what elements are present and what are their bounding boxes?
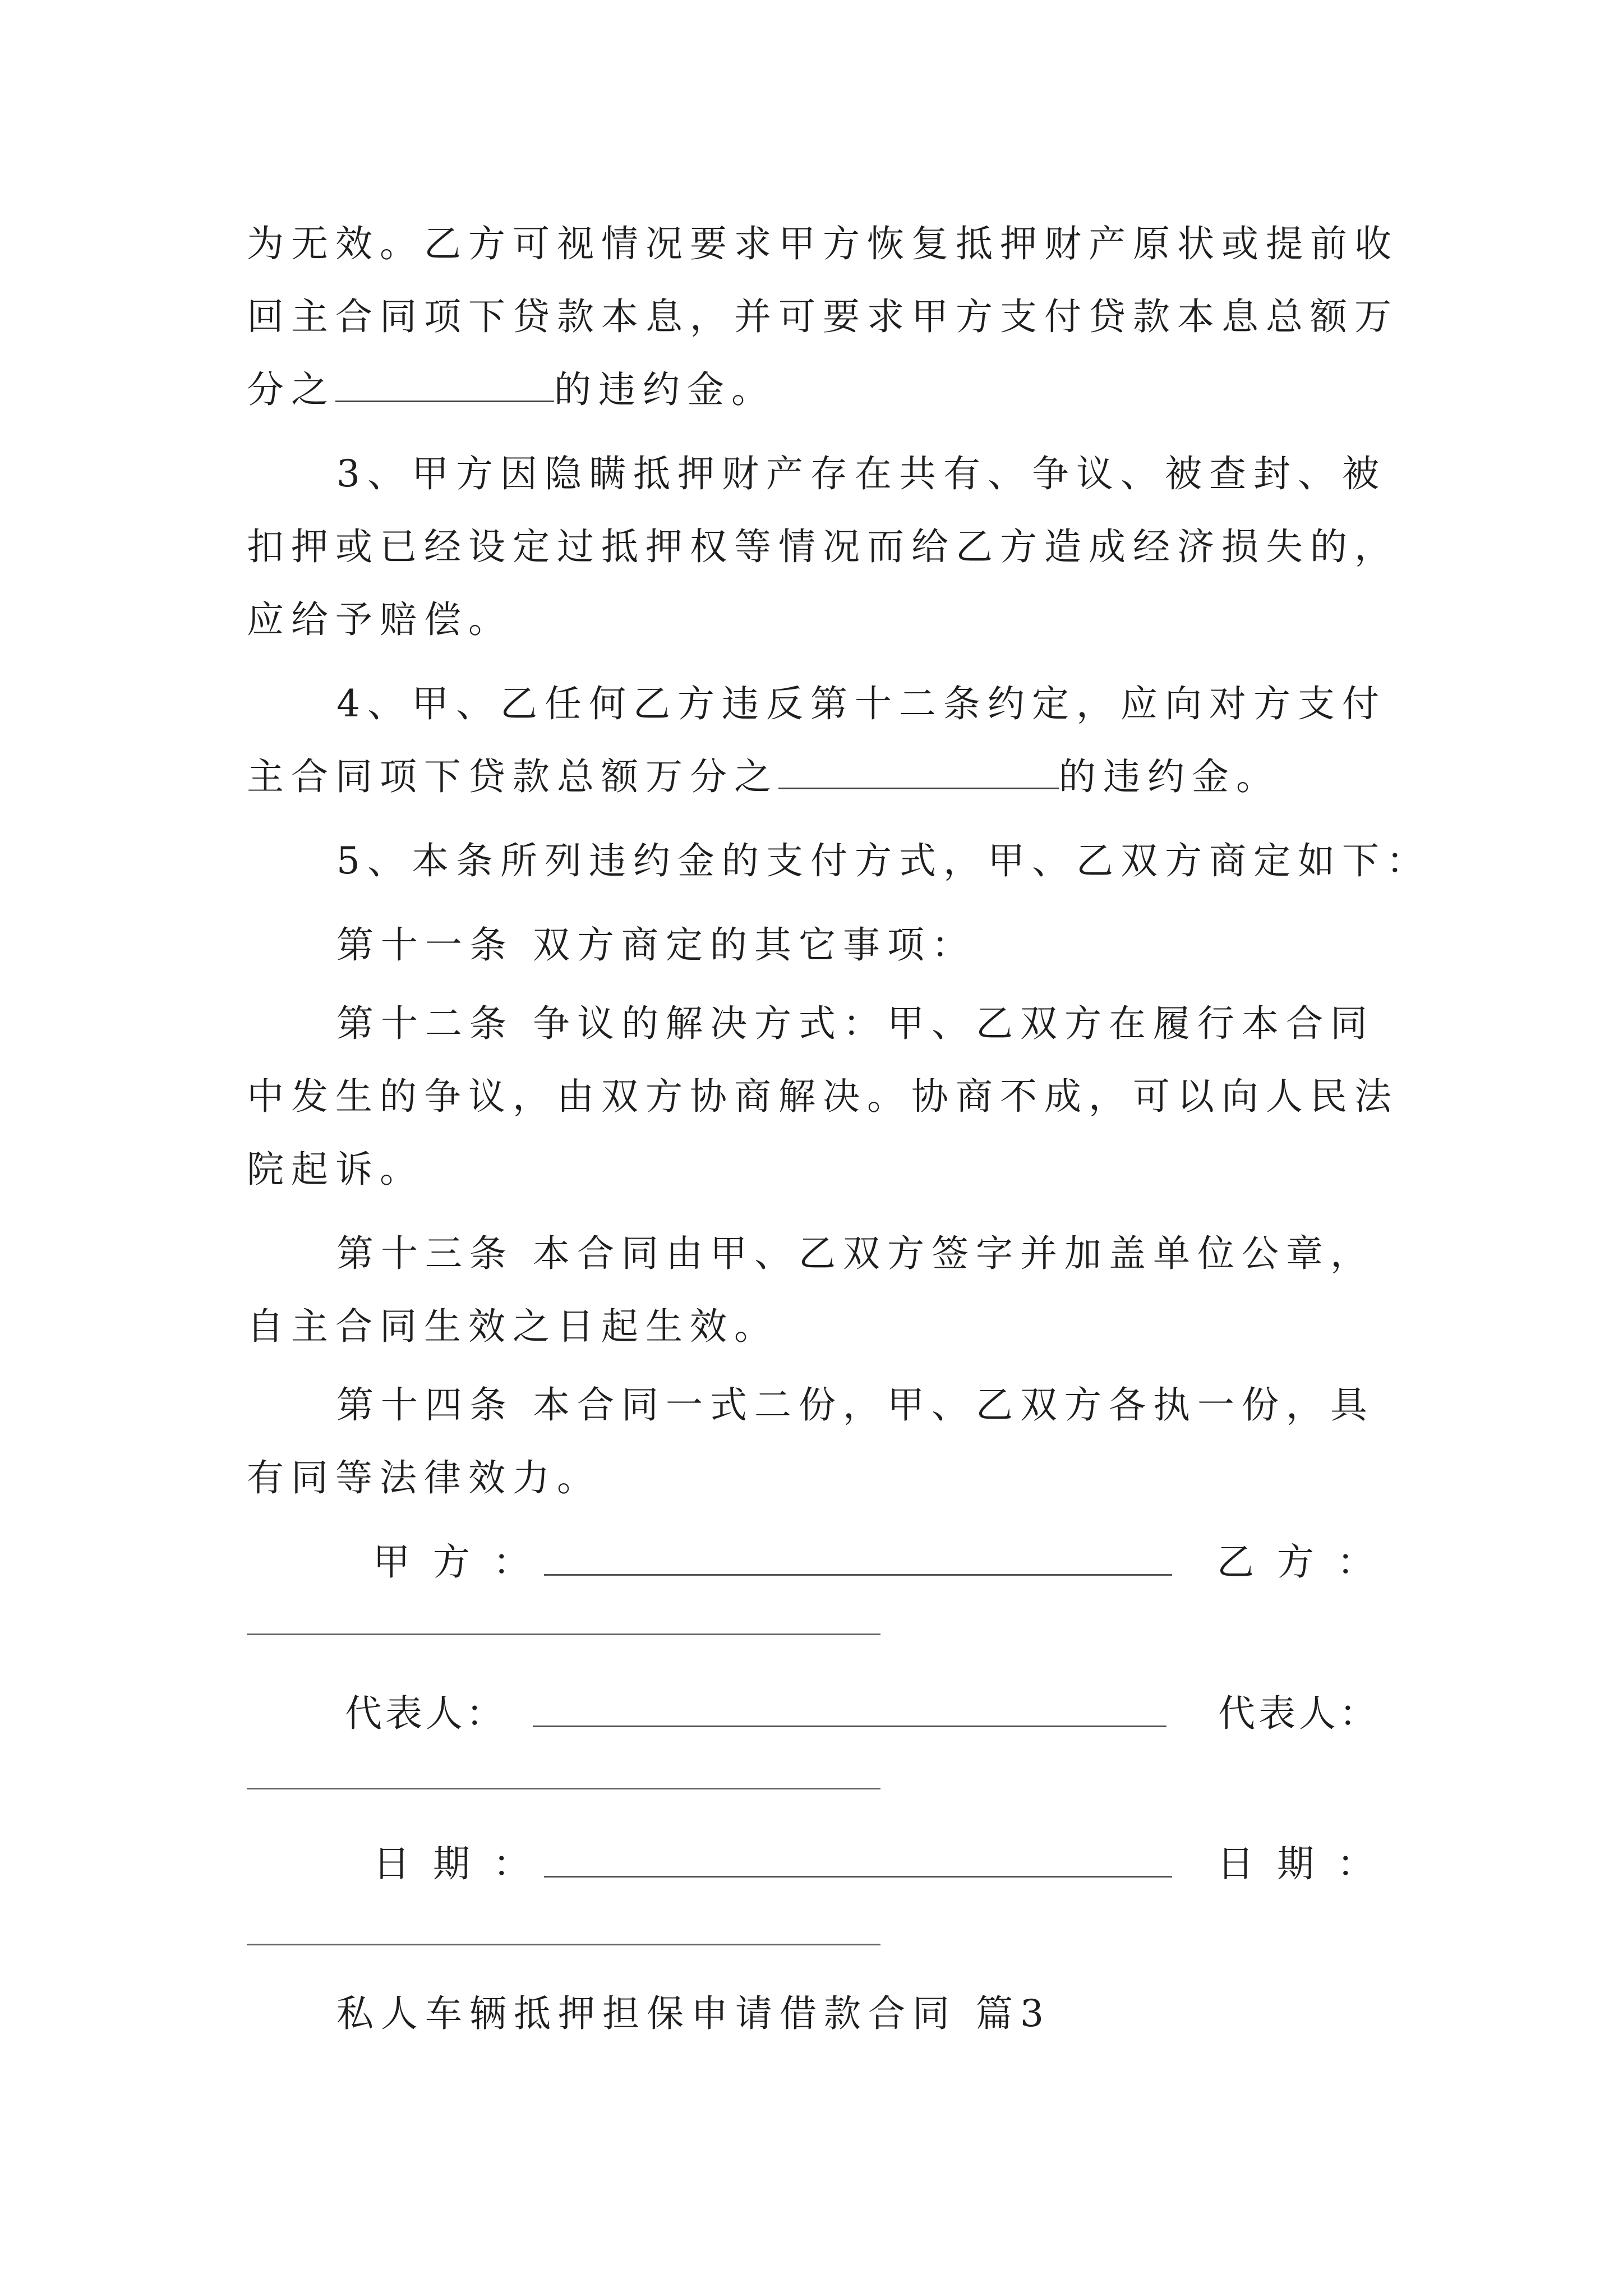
text: 第十一条 双方商定的其它事项： — [336, 923, 976, 967]
text: 第十二条 争议的解决方式：甲、乙双方在履行本合同 — [336, 1002, 1375, 1045]
fill-in-blank[interactable] — [778, 753, 1059, 789]
date-a-label: 日 期 ： — [373, 1842, 536, 1885]
text: 3、甲方因隐瞒抵押财产存在共有、争议、被查封、被 — [336, 452, 1386, 495]
paragraph-line — [247, 1453, 601, 1503]
paragraph-line — [336, 679, 1386, 729]
paragraph-line — [336, 1228, 1375, 1279]
text: 回主合同项下贷款本息，并可要求甲方支付贷款本息总额万 — [247, 295, 1399, 338]
signature-row-representative — [247, 1688, 1380, 1739]
paragraph-line — [336, 836, 1431, 886]
text: 的违约金。 — [554, 368, 776, 411]
party-a-signature-line[interactable] — [544, 1574, 1172, 1576]
representative-a-signature-line[interactable] — [533, 1726, 1166, 1727]
text: 4、甲、乙任何乙方违反第十二条约定，应向对方支付 — [336, 682, 1386, 725]
text: 中发生的争议，由双方协商解决。协商不成，可以向人民法 — [247, 1075, 1399, 1118]
date-b-label: 日 期 ： — [1217, 1842, 1380, 1885]
paragraph-line — [247, 752, 1280, 802]
paragraph-line — [247, 1144, 424, 1195]
party-a-label: 甲 方 ： — [373, 1540, 536, 1584]
representative-b-signature-line[interactable] — [247, 1788, 880, 1789]
paragraph-line — [336, 920, 976, 970]
paragraph-line — [247, 292, 1399, 342]
text: 有同等法律效力。 — [247, 1456, 601, 1499]
text: 主合同项下贷款总额万分之 — [247, 755, 778, 798]
text: 扣押或已经设定过抵押权等情况而给乙方造成经济损失的， — [247, 525, 1399, 568]
paragraph-line — [336, 449, 1386, 499]
paragraph-line — [247, 1071, 1399, 1122]
paragraph-line — [247, 219, 1399, 269]
party-b-signature-line[interactable] — [247, 1634, 880, 1635]
signature-row-party — [247, 1537, 1380, 1588]
section-title: 私人车辆抵押担保申请借款合同 篇3 — [336, 1992, 1051, 2035]
text: 5、本条所列违约金的支付方式，甲、乙双方商定如下： — [336, 839, 1431, 882]
text: 分之 — [247, 368, 335, 411]
date-b-line[interactable] — [247, 1944, 880, 1945]
text: 院起诉。 — [247, 1148, 424, 1191]
paragraph-line — [247, 595, 513, 645]
party-b-label: 乙 方 ： — [1217, 1540, 1380, 1584]
representative-a-label: 代表人： — [345, 1692, 506, 1735]
paragraph-line — [336, 999, 1375, 1049]
section-heading — [336, 1989, 1051, 2039]
paragraph-line — [247, 522, 1399, 572]
paragraph-line — [247, 365, 776, 415]
fill-in-blank[interactable] — [335, 366, 554, 402]
text: 应给予赔偿。 — [247, 598, 513, 641]
text: 为无效。乙方可视情况要求甲方恢复抵押财产原状或提前收 — [247, 222, 1399, 265]
date-a-line[interactable] — [544, 1876, 1172, 1878]
text: 自主合同生效之日起生效。 — [247, 1305, 778, 1348]
representative-b-label: 代表人： — [1218, 1692, 1380, 1735]
signature-row-date — [247, 1839, 1380, 1889]
text: 第十三条 本合同由甲、乙双方签字并加盖单位公章， — [336, 1232, 1375, 1275]
paragraph-line — [247, 1301, 778, 1352]
text: 的违约金。 — [1059, 755, 1280, 798]
paragraph-line — [336, 1380, 1375, 1430]
text: 第十四条 本合同一式二份，甲、乙双方各执一份，具 — [336, 1383, 1375, 1427]
